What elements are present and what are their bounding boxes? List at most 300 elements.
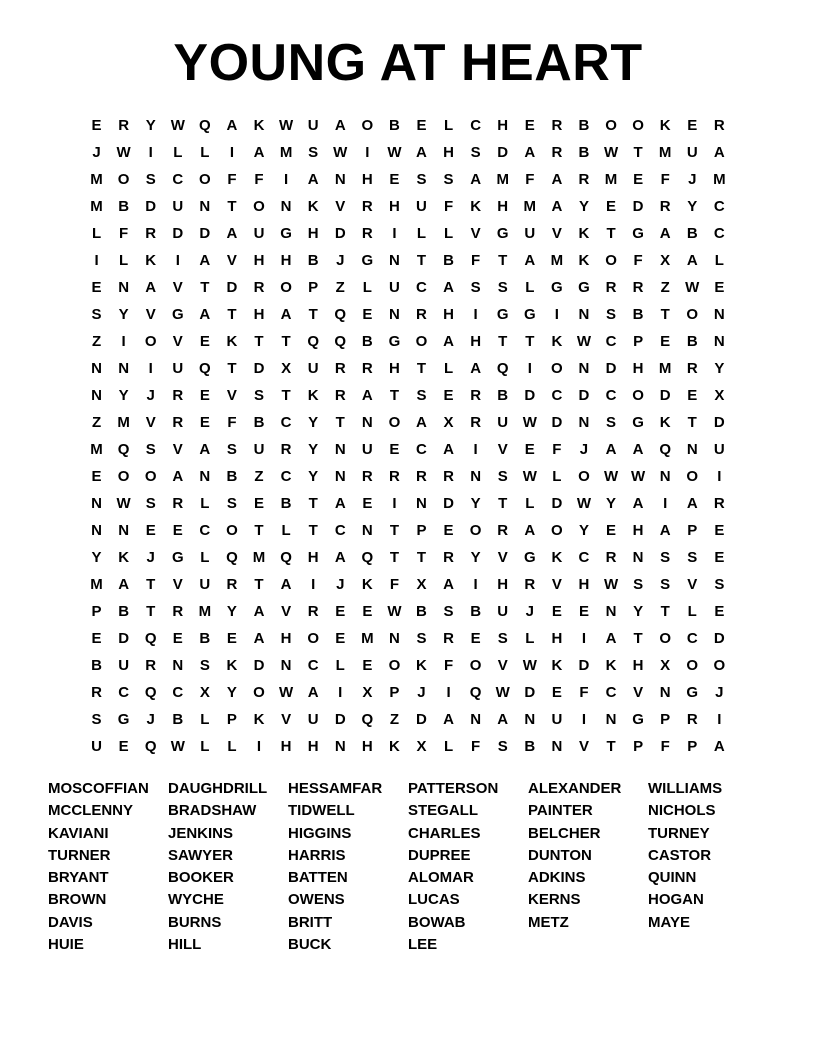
grid-letter: Y: [633, 603, 644, 620]
grid-letter: S: [145, 171, 156, 188]
grid-letter: E: [470, 630, 481, 647]
grid-row: [83, 409, 733, 436]
grid-letter: S: [443, 171, 454, 188]
grid-letter: R: [172, 603, 184, 620]
grid-letter: A: [226, 117, 238, 134]
grid-letter: T: [633, 144, 643, 161]
grid-letter: S: [145, 495, 156, 512]
grid-letter: I: [392, 495, 397, 512]
grid-row: [83, 301, 733, 328]
grid-letter: K: [388, 738, 400, 755]
grid-letter: B: [470, 603, 482, 620]
grid-letter: I: [473, 306, 478, 323]
grid-letter: R: [659, 198, 671, 215]
grid-letter: A: [443, 333, 454, 350]
grid-letter: S: [226, 495, 237, 512]
grid-letter: U: [172, 360, 184, 377]
grid-letter: F: [633, 252, 643, 269]
grid-letter: F: [525, 171, 535, 188]
grid-letter: R: [280, 441, 292, 458]
grid-letter: U: [713, 441, 725, 458]
grid-letter: G: [523, 306, 536, 323]
grid-letter: N: [388, 306, 400, 323]
grid-letter: R: [470, 387, 482, 404]
grid-letter: X: [416, 576, 427, 593]
grid-letter: L: [200, 711, 210, 728]
word-list-row: [48, 889, 768, 911]
grid-letter: S: [497, 279, 508, 296]
grid-letter: R: [253, 279, 265, 296]
grid-letter: A: [551, 171, 563, 188]
grid-letter: L: [200, 738, 210, 755]
grid-row: [83, 517, 733, 544]
grid-letter: R: [361, 360, 373, 377]
grid-letter: K: [659, 414, 671, 431]
grid-letter: M: [658, 360, 672, 377]
word-list-item: BELCHER: [528, 824, 601, 842]
grid-letter: N: [470, 468, 482, 485]
grid-letter: F: [389, 576, 399, 593]
grid-letter: D: [713, 630, 725, 647]
grid-letter: U: [307, 360, 319, 377]
grid-letter: A: [334, 549, 346, 566]
grid-letter: E: [226, 630, 237, 647]
grid-letter: A: [470, 171, 482, 188]
grid-letter: C: [280, 414, 292, 431]
grid-row: [83, 706, 733, 733]
grid-letter: C: [118, 684, 130, 701]
word-list-row: [48, 823, 768, 845]
word-list-item: ALEXANDER: [528, 780, 622, 797]
grid-letter: H: [470, 333, 482, 350]
word-list-item: QUINN: [648, 869, 697, 887]
grid-letter: T: [687, 414, 697, 431]
grid-letter: E: [199, 333, 210, 350]
grid-letter: A: [605, 441, 617, 458]
grid-row: [83, 463, 733, 490]
grid-letter: K: [253, 117, 265, 134]
grid-letter: C: [713, 198, 725, 215]
grid-row: [83, 355, 733, 382]
grid-letter: S: [416, 171, 427, 188]
grid-letter: D: [659, 387, 671, 404]
word-list-row: [48, 778, 768, 800]
grid-letter: T: [254, 522, 264, 539]
grid-letter: O: [307, 630, 319, 647]
grid-letter: A: [361, 387, 373, 404]
grid-letter: S: [470, 144, 481, 161]
grid-letter: L: [335, 657, 345, 674]
grid-letter: T: [281, 333, 291, 350]
grid-letter: H: [280, 630, 292, 647]
grid-letter: W: [116, 495, 131, 512]
grid-letter: B: [361, 333, 373, 350]
grid-letter: C: [172, 171, 184, 188]
grid-letter: E: [606, 522, 617, 539]
grid-letter: T: [498, 252, 508, 269]
grid-letter: A: [334, 117, 346, 134]
grid-letter: D: [118, 630, 130, 647]
grid-letter: E: [714, 549, 725, 566]
grid-letter: R: [416, 468, 427, 485]
grid-letter: E: [145, 522, 156, 539]
grid-letter: E: [633, 171, 644, 188]
grid-letter: Y: [226, 603, 237, 620]
grid-letter: Y: [118, 306, 129, 323]
grid-letter: Y: [470, 495, 481, 512]
grid-letter: V: [470, 225, 481, 242]
grid-letter: T: [498, 495, 508, 512]
grid-letter: R: [686, 711, 698, 728]
grid-letter: Y: [470, 549, 481, 566]
grid-letter: W: [170, 738, 185, 755]
grid-letter: D: [497, 144, 509, 161]
grid-letter: B: [632, 306, 644, 323]
word-list-item: JENKINS: [168, 824, 234, 842]
grid-letter: L: [714, 252, 724, 269]
grid-letter: O: [199, 171, 211, 188]
grid-letter: R: [388, 468, 400, 485]
grid-letter: N: [605, 603, 617, 620]
grid-letter: D: [578, 657, 590, 674]
grid-letter: H: [361, 171, 373, 188]
grid-letter: H: [578, 576, 590, 593]
grid-letter: R: [551, 144, 563, 161]
grid-letter: Q: [144, 738, 157, 755]
grid-letter: U: [551, 711, 563, 728]
grid-letter: K: [253, 711, 265, 728]
grid-letter: I: [148, 360, 153, 377]
word-list-item: TIDWELL: [288, 802, 355, 820]
word-list-item: KERNS: [528, 891, 581, 909]
grid-letter: O: [659, 630, 672, 647]
grid-letter: D: [632, 198, 644, 215]
grid-letter: R: [497, 522, 509, 539]
grid-letter: G: [578, 279, 590, 296]
grid-letter: F: [660, 171, 670, 188]
grid-row: [83, 544, 733, 571]
grid-letter: C: [334, 522, 346, 539]
grid-letter: V: [335, 198, 346, 215]
grid-letter: H: [443, 144, 454, 161]
grid-letter: A: [443, 576, 454, 593]
grid-letter: O: [415, 333, 428, 350]
grid-letter: A: [253, 603, 265, 620]
grid-letter: V: [497, 657, 508, 674]
word-list-item: MOSCOFFIAN: [48, 780, 149, 797]
grid-letter: U: [388, 279, 400, 296]
grid-letter: E: [199, 414, 210, 431]
grid-letter: E: [91, 630, 102, 647]
grid-letter: Y: [118, 387, 129, 404]
grid-letter: B: [280, 495, 292, 512]
grid-letter: R: [91, 684, 102, 701]
word-list-item: HESSAMFAR: [288, 780, 383, 797]
grid-letter: U: [524, 225, 536, 242]
grid-letter: O: [686, 468, 699, 485]
grid-letter: Y: [578, 198, 589, 215]
grid-letter: J: [146, 711, 155, 728]
grid-letter: Q: [307, 333, 319, 350]
grid-letter: N: [361, 522, 373, 539]
grid-letter: X: [199, 684, 210, 701]
grid-letter: E: [172, 522, 183, 539]
word-list-item: PAINTER: [528, 802, 593, 820]
grid-letter: S: [199, 657, 210, 674]
grid-letter: P: [389, 684, 400, 701]
word-list-item: LUCAS: [408, 891, 460, 909]
word-list-item: SAWYER: [168, 846, 234, 864]
grid-letter: R: [443, 468, 454, 485]
grid-letter: A: [280, 576, 292, 593]
grid-letter: D: [578, 387, 590, 404]
grid-letter: M: [252, 549, 266, 566]
grid-letter: Y: [226, 684, 237, 701]
grid-letter: A: [118, 576, 130, 593]
grid-letter: H: [280, 252, 292, 269]
grid-letter: I: [446, 684, 451, 701]
grid-letter: S: [714, 576, 725, 593]
grid-letter: B: [416, 603, 427, 620]
grid-letter: S: [660, 576, 671, 593]
grid-row: [83, 733, 733, 760]
grid-letter: T: [416, 360, 427, 377]
grid-letter: W: [170, 117, 185, 134]
grid-row: [83, 139, 733, 166]
grid-letter: M: [523, 198, 537, 215]
word-list-item: BURNS: [168, 913, 222, 931]
grid-letter: M: [198, 603, 212, 620]
grid-letter: U: [172, 198, 184, 215]
grid-letter: K: [578, 225, 590, 242]
grid-letter: F: [119, 225, 129, 242]
grid-letter: X: [281, 360, 292, 377]
grid-letter: H: [253, 306, 265, 323]
grid-letter: A: [280, 306, 292, 323]
grid-letter: D: [443, 495, 454, 512]
grid-letter: A: [443, 441, 454, 458]
grid-letter: N: [686, 441, 698, 458]
puzzle-title: YOUNG AT HEART: [173, 34, 643, 92]
grid-letter: H: [307, 549, 319, 566]
grid-letter: Y: [308, 414, 319, 431]
grid-letter: B: [118, 198, 130, 215]
grid-letter: A: [632, 495, 644, 512]
grid-letter: K: [605, 657, 617, 674]
grid-letter: O: [361, 117, 374, 134]
grid-letter: M: [550, 252, 564, 269]
grid-letter: U: [497, 603, 509, 620]
grid-letter: W: [279, 684, 294, 701]
word-list-item: BUCK: [288, 936, 332, 954]
grid-letter: N: [388, 630, 400, 647]
grid-letter: O: [388, 414, 401, 431]
grid-letter: J: [336, 252, 345, 269]
grid-letter: O: [551, 360, 563, 377]
grid-letter: I: [338, 684, 343, 701]
grid-letter: S: [687, 549, 698, 566]
word-list-item: WILLIAMS: [648, 780, 723, 797]
grid-letter: O: [469, 522, 482, 539]
grid-letter: S: [254, 387, 265, 404]
grid-letter: Y: [714, 360, 725, 377]
grid-letter: T: [389, 387, 399, 404]
grid-letter: V: [497, 549, 508, 566]
word-list-item: CHARLES: [408, 824, 481, 842]
letter-grid: [83, 112, 733, 760]
grid-letter: T: [389, 522, 399, 539]
grid-row: [83, 274, 733, 301]
grid-letter: B: [91, 657, 102, 674]
grid-letter: E: [254, 495, 265, 512]
grid-letter: E: [172, 630, 183, 647]
grid-letter: O: [117, 171, 130, 188]
grid-letter: S: [497, 468, 508, 485]
grid-letter: N: [118, 279, 130, 296]
grid-letter: N: [91, 360, 102, 377]
grid-letter: A: [334, 495, 346, 512]
word-list-row: [48, 912, 768, 934]
grid-letter: A: [443, 711, 454, 728]
grid-row: [83, 625, 733, 652]
grid-letter: K: [551, 549, 563, 566]
grid-letter: S: [145, 441, 156, 458]
grid-letter: S: [606, 306, 617, 323]
word-list-item: BOWAB: [408, 913, 466, 931]
grid-letter: R: [713, 495, 725, 512]
grid-letter: O: [605, 252, 617, 269]
grid-letter: H: [307, 738, 319, 755]
grid-letter: Q: [334, 333, 347, 350]
grid-letter: G: [496, 306, 509, 323]
grid-letter: J: [336, 576, 345, 593]
grid-letter: Q: [469, 684, 482, 701]
grid-letter: B: [443, 252, 454, 269]
grid-letter: I: [229, 144, 235, 161]
grid-letter: O: [280, 279, 292, 296]
grid-letter: E: [660, 333, 671, 350]
grid-letter: T: [146, 603, 156, 620]
grid-letter: B: [118, 603, 130, 620]
grid-letter: N: [713, 306, 725, 323]
grid-letter: C: [713, 225, 725, 242]
grid-letter: U: [307, 117, 319, 134]
grid-letter: O: [226, 522, 238, 539]
grid-letter: B: [253, 414, 265, 431]
word-list-row: [48, 845, 768, 867]
grid-letter: I: [527, 360, 532, 377]
grid-letter: M: [117, 414, 130, 431]
grid-letter: X: [443, 414, 454, 431]
grid-letter: D: [334, 225, 346, 242]
grid-letter: Y: [145, 117, 156, 134]
grid-letter: E: [91, 468, 102, 485]
grid-letter: K: [416, 657, 427, 674]
grid-letter: H: [497, 576, 509, 593]
grid-letter: K: [145, 252, 157, 269]
grid-letter: O: [253, 684, 265, 701]
grid-letter: G: [171, 549, 184, 566]
grid-letter: V: [497, 441, 508, 458]
grid-letter: L: [416, 225, 427, 242]
word-list-row: [48, 867, 768, 889]
word-list-item: LEE: [408, 936, 438, 954]
grid-letter: K: [578, 252, 590, 269]
grid-letter: N: [578, 414, 590, 431]
word-list-row: [48, 934, 768, 956]
grid-letter: Z: [660, 279, 670, 296]
grid-letter: B: [199, 630, 211, 647]
grid-letter: H: [632, 522, 644, 539]
grid-letter: H: [253, 252, 265, 269]
grid-letter: N: [334, 441, 346, 458]
grid-letter: H: [632, 360, 644, 377]
word-list-item: DUPREE: [408, 846, 471, 864]
grid-letter: I: [663, 495, 668, 512]
grid-letter: Y: [687, 198, 698, 215]
grid-letter: R: [443, 549, 454, 566]
grid-letter: V: [172, 441, 183, 458]
grid-letter: E: [443, 387, 454, 404]
grid-letter: S: [606, 414, 617, 431]
grid-letter: W: [387, 603, 402, 620]
grid-letter: D: [713, 414, 725, 431]
grid-letter: S: [660, 549, 671, 566]
grid-letter: X: [660, 657, 671, 674]
grid-letter: I: [284, 171, 289, 188]
grid-letter: A: [524, 252, 536, 269]
grid-letter: C: [307, 657, 319, 674]
grid-letter: U: [118, 657, 130, 674]
grid-letter: N: [118, 522, 130, 539]
grid-letter: C: [280, 468, 292, 485]
grid-letter: T: [416, 252, 427, 269]
grid-letter: K: [226, 657, 238, 674]
grid-letter: E: [335, 630, 346, 647]
grid-letter: T: [416, 549, 427, 566]
grid-row: [83, 220, 733, 247]
grid-letter: K: [118, 549, 130, 566]
grid-letter: I: [392, 225, 397, 242]
grid-letter: P: [660, 711, 671, 728]
grid-letter: I: [473, 441, 478, 458]
grid-letter: C: [172, 684, 184, 701]
grid-letter: J: [715, 684, 724, 701]
grid-letter: P: [308, 279, 319, 296]
grid-letter: A: [524, 144, 536, 161]
grid-letter: V: [172, 279, 183, 296]
grid-letter: W: [631, 468, 646, 485]
grid-letter: E: [687, 387, 698, 404]
grid-letter: M: [90, 198, 103, 215]
grid-letter: Y: [308, 441, 319, 458]
grid-letter: S: [416, 387, 427, 404]
grid-letter: G: [551, 279, 563, 296]
grid-letter: G: [117, 711, 130, 728]
grid-letter: S: [633, 576, 644, 593]
grid-letter: K: [307, 198, 319, 215]
grid-letter: J: [146, 549, 155, 566]
grid-letter: I: [473, 576, 478, 593]
word-list-item: ADKINS: [528, 869, 586, 887]
grid-letter: R: [361, 225, 373, 242]
grid-letter: E: [416, 117, 427, 134]
word-list-item: DAVIS: [48, 913, 93, 931]
grid-letter: K: [551, 333, 563, 350]
grid-letter: S: [308, 144, 319, 161]
grid-letter: U: [307, 711, 319, 728]
grid-row: [83, 598, 733, 625]
